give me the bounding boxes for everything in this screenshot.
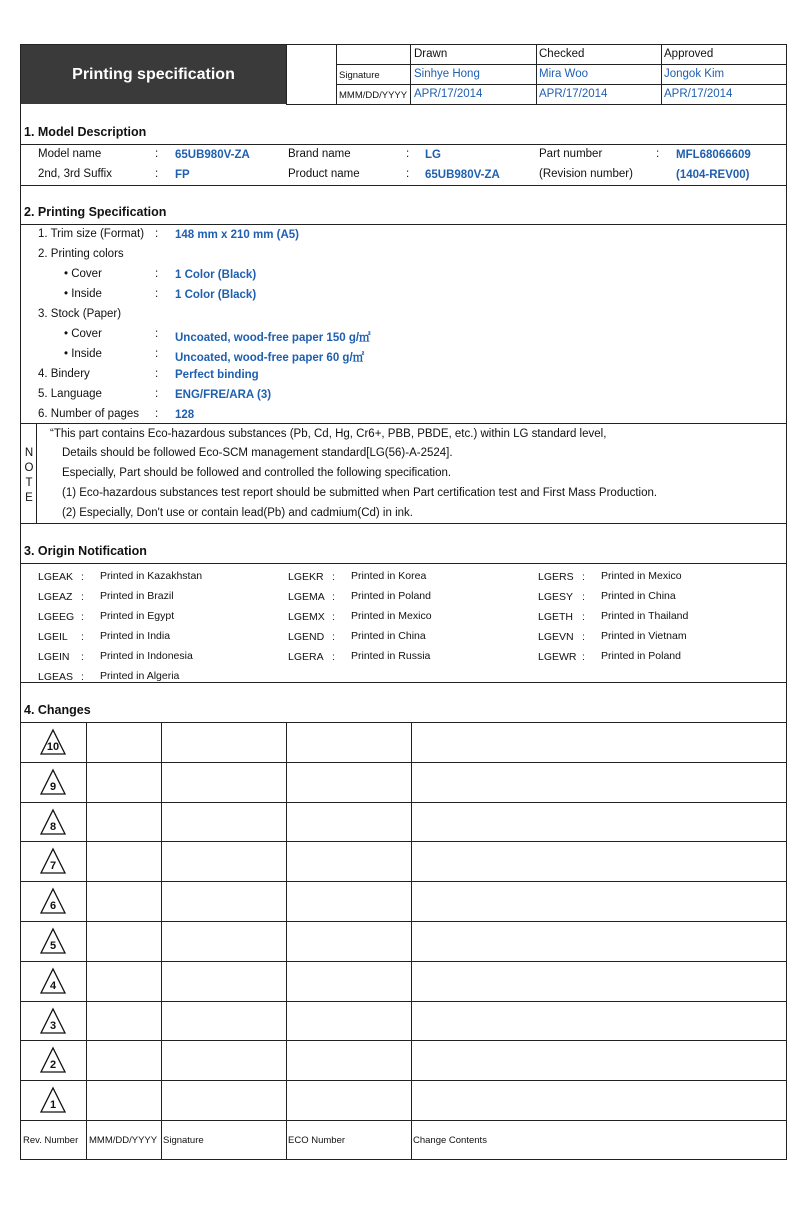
revision-triangle-4 bbox=[38, 967, 68, 995]
note-line: “This part contains Eco-hazardous substances (Pb, Cd, Hg, Cr6+, PBB, PBDE, etc.) within LG standard level, bbox=[50, 428, 607, 440]
revision-triangle-2 bbox=[38, 1046, 68, 1074]
approved-header: Approved bbox=[664, 48, 714, 60]
origin-countries-col2: Printed in Korea Printed in Poland Printed in Mexico Printed in China Printed in Russia bbox=[351, 570, 432, 662]
product-label: Product name bbox=[288, 168, 360, 180]
inside-color-label: • Inside bbox=[64, 288, 102, 300]
revision-triangle-3 bbox=[38, 1007, 68, 1035]
origin-countries-col1: Printed in Kazakhstan Printed in Brazil Printed in Egypt Printed in India Printed in Indonesia Printed in Algeria bbox=[100, 570, 203, 682]
revision-triangle-1 bbox=[38, 1086, 68, 1114]
suffix-value: FP bbox=[175, 169, 190, 181]
cover-paper-value: Uncoated, wood-free paper 150 g/㎡ bbox=[175, 332, 371, 344]
footer-change-contents: Change Contents bbox=[413, 1135, 487, 1146]
model-section-heading: 1. Model Description bbox=[24, 125, 147, 139]
product-value: 65UB980V-ZA bbox=[425, 169, 500, 181]
note-line: Especially, Part should be followed and controlled the following specification. bbox=[62, 467, 452, 479]
approved-signature: Jongok Kim bbox=[664, 68, 725, 80]
changes-section-heading: 4. Changes bbox=[24, 703, 91, 717]
note-label: N O T E bbox=[24, 447, 34, 504]
pages-value: 128 bbox=[175, 409, 195, 421]
revision-label: (Revision number) bbox=[539, 168, 633, 180]
cover-color-label: • Cover bbox=[64, 268, 102, 280]
note-line: Details should be followed Eco-SCM management standard[LG(56)-A-2524]. bbox=[62, 447, 453, 459]
revision-number: 10 bbox=[46, 741, 60, 753]
revision-triangle-7 bbox=[38, 847, 68, 875]
cover-color-value: 1 Color (Black) bbox=[175, 269, 257, 281]
trim-label: 1. Trim size (Format) bbox=[38, 228, 145, 240]
origin-countries-col3: Printed in Mexico Printed in China Printed in Thailand Printed in Vietnam Printed in Poland bbox=[601, 570, 689, 662]
footer-signature: Signature bbox=[163, 1135, 204, 1146]
revision-number: 7 bbox=[49, 860, 57, 873]
trim-value: 148 mm x 210 mm (A5) bbox=[175, 229, 300, 241]
cover-paper-label: • Cover bbox=[64, 328, 102, 340]
drawn-header: Drawn bbox=[414, 48, 448, 60]
colors-label: 2. Printing colors bbox=[38, 248, 124, 260]
revision-triangle-6 bbox=[38, 887, 68, 915]
pages-label: 6. Number of pages bbox=[38, 408, 140, 420]
language-label: 5. Language bbox=[38, 388, 102, 400]
checked-signature: Mira Woo bbox=[539, 68, 588, 80]
revision-number: 6 bbox=[49, 900, 57, 913]
revision-value: (1404-REV00) bbox=[676, 169, 750, 181]
revision-number: 1 bbox=[49, 1099, 57, 1112]
revision-number: 8 bbox=[49, 820, 57, 833]
part-label: Part number bbox=[539, 148, 603, 160]
stock-label: 3. Stock (Paper) bbox=[38, 308, 122, 320]
origin-section-heading: 3. Origin Notification bbox=[24, 544, 147, 558]
approved-date: APR/17/2014 bbox=[664, 88, 733, 100]
footer-eco-number: ECO Number bbox=[288, 1135, 346, 1146]
inside-color-value: 1 Color (Black) bbox=[175, 289, 257, 301]
bindery-label: 4. Bindery bbox=[38, 368, 90, 380]
date-label: MMM/DD/YYYY bbox=[339, 90, 408, 101]
printing-section-heading: 2. Printing Specification bbox=[24, 205, 167, 219]
brand-value: LG bbox=[425, 149, 441, 161]
bindery-value: Perfect binding bbox=[175, 369, 259, 381]
checked-header: Checked bbox=[539, 48, 585, 60]
revision-triangle-5 bbox=[38, 927, 68, 955]
origin-codes-col2: LGEKR LGEMA LGEMX LGEND LGERA bbox=[288, 571, 325, 663]
revision-number: 3 bbox=[49, 1019, 57, 1032]
brand-label: Brand name bbox=[288, 148, 351, 160]
note-line: (1) Eco-hazardous substances test report should be submitted when Part certification test and First Mass Production. bbox=[62, 487, 658, 499]
signature-label: Signature bbox=[339, 70, 380, 81]
part-value: MFL68066609 bbox=[676, 149, 751, 161]
model-name-value: 65UB980V-ZA bbox=[175, 149, 250, 161]
footer-date: MMM/DD/YYYY bbox=[89, 1135, 158, 1146]
revision-number: 4 bbox=[49, 979, 57, 992]
model-name-label: Model name bbox=[38, 148, 102, 160]
origin-codes-col1: LGEAK LGEAZ LGEEG LGEIL LGEIN LGEAS bbox=[38, 571, 75, 683]
suffix-label: 2nd, 3rd Suffix bbox=[38, 168, 112, 180]
revision-triangle-9 bbox=[38, 768, 68, 796]
revision-number: 9 bbox=[49, 780, 57, 793]
language-value: ENG/FRE/ARA (3) bbox=[175, 389, 272, 401]
footer-rev-number: Rev. Number bbox=[23, 1135, 79, 1146]
revision-triangle-8 bbox=[38, 808, 68, 836]
note-line: (2) Especially, Don't use or contain lead(Pb) and cadmium(Cd) in ink. bbox=[62, 507, 413, 519]
revision-number: 5 bbox=[49, 940, 57, 952]
revision-triangle-10 bbox=[38, 728, 68, 756]
drawn-signature: Sinhye Hong bbox=[414, 68, 480, 80]
checked-date: APR/17/2014 bbox=[539, 88, 608, 100]
document-title: Printing specification bbox=[21, 45, 286, 104]
origin-codes-col3: LGERS LGESY LGETH LGEVN LGEWR bbox=[538, 571, 577, 663]
inside-paper-value: Uncoated, wood-free paper 60 g/㎡ bbox=[175, 352, 365, 364]
drawn-date: APR/17/2014 bbox=[414, 88, 483, 100]
inside-paper-label: • Inside bbox=[64, 348, 102, 360]
revision-number: 2 bbox=[49, 1059, 57, 1072]
